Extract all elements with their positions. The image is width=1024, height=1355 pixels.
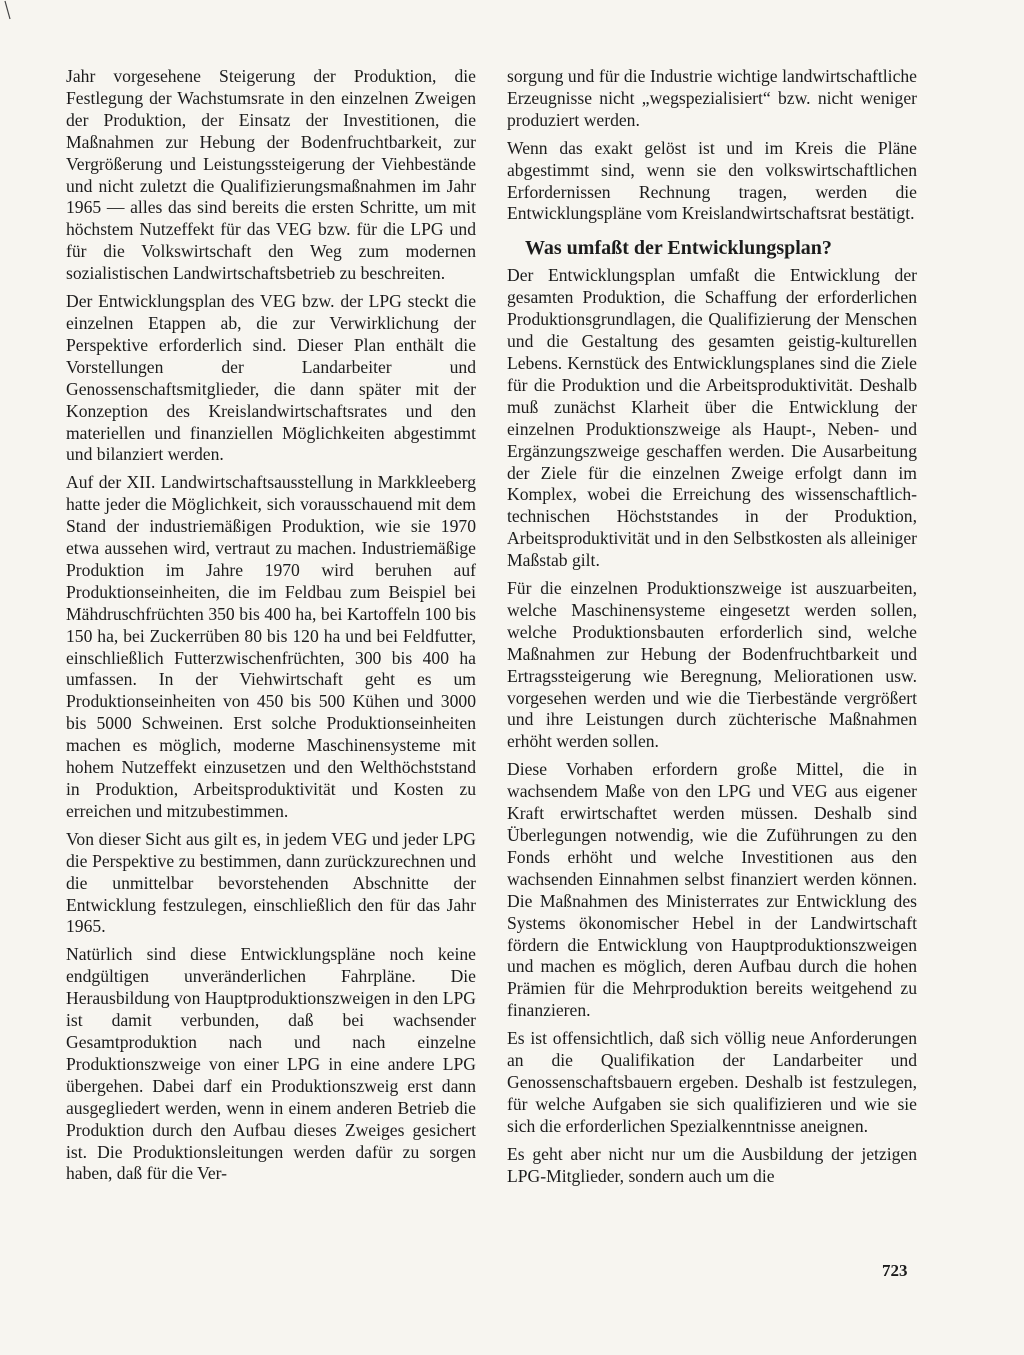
section-heading: Was umfaßt der Entwicklungsplan? <box>525 237 832 260</box>
paragraph: sorgung und für die Industrie wichtige landwirtschaftliche Erzeugnisse nicht „wegspezialisiert“ bzw. nicht weniger produziert werden. <box>507 66 917 130</box>
paragraph: Es ist offensichtlich, daß sich völlig neue Anforderungen an die Qualifikation der Landarbeiter und Genossenschaftsbauern ergeben. Deshalb ist festzulegen, für welche Aufgaben sie sich qualifizieren und wie sie sich die erforderlichen Spezialkenntnisse aneignen. <box>507 1028 917 1136</box>
paragraph: Für die einzelnen Produktionszweige ist auszuarbeiten, welche Maschinensysteme eingesetzt werden sollen, welche Produktionsbauten erforderlich sind, welche Maßnahmen zur Hebung der Bodenfruchtbarkeit und Ertragssteigerung wie Beregnung, Meliorationen usw. vorgesehen werden und wie die Tierbestände vergrößert und ihre Leistungen durch züchterische Maßnahmen erhöht werden sollen. <box>507 578 917 752</box>
paragraph: Es geht aber nicht nur um die Ausbildung der jetzigen LPG-Mitglieder, sondern auch um die <box>507 1143 917 1186</box>
paragraph: Natürlich sind diese Entwicklungspläne noch keine endgültigen unveränderlichen Fahrpläne. Die Herausbildung von Hauptproduktionszweigen in den LPG ist damit verbunden, daß bei wachsender Gesamtproduktion nach und nach einzelne Produktionszweige von einer LPG in eine andere LPG übergehen. Dabei darf ein Produktionszweig erst dann ausgegliedert werden, wenn in einem anderen Betrieb die Produktion durch den Aufbau dieses Zweiges gesichert ist. Die Produktionsleitungen werden dafür zu sorgen haben, daß für die Ver- <box>66 944 476 1184</box>
paragraph: Wenn das exakt gelöst ist und im Kreis die Pläne abgestimmt sind, wenn sie den volkswirtschaftlichen Erfordernissen Rechnung tragen, werden die Entwicklungspläne vom Kreislandwirtschaftsrat bestätigt. <box>507 137 917 224</box>
paragraph: Von dieser Sicht aus gilt es, in jedem VEG und jeder LPG die Perspektive zu bestimmen, dann zurückzurechnen und die unmittelbar bevorstehenden Abschnitte der Entwicklung festzulegen, einschließlich den für das Jahr 1965. <box>66 828 476 937</box>
paragraph: Der Entwicklungsplan umfaßt die Entwicklung der gesamten Produktion, die Schaffung der erforderlichen Produktionsgrundlagen, die Qualifizierung der Menschen und die Gestaltung des gesamten geistig-kulturellen Lebens. Kernstück des Entwicklungsplanes sind die Ziele für die Produktion und die Arbeitsproduktivität. Deshalb muß zunächst Klarheit über die Entwicklung der einzelnen Produktionszweige als Haupt-, Neben- und Ergänzungszweige geschaffen werden. Die Ausarbeitung der Ziele für die einzelnen Zweige erfolgt dann im Komplex, wobei die Erreichung des wissenschaftlich-technischen Höchststandes in der Produktion, Arbeitsproduktivität und in den Selbstkosten als alleiniger Maßstab gilt. <box>507 265 917 571</box>
left-column <box>66 66 476 1191</box>
paragraph: Jahr vorgesehene Steigerung der Produktion, die Festlegung der Wachstumsrate in den einzelnen Zweigen der Produktion, der Einsatz der Investitionen, die Maßnahmen zur Hebung der Bodenfruchtbarkeit, zur Vergrößerung und Leistungssteigerung der Viehbestände und nicht zuletzt die Qualifizierungsmaßnahmen im Jahr 1965 — alles das sind bereits die ersten Schritte, um mit höchstem Nutzeffekt für das VEG bzw. für die LPG und für die Volkswirtschaft den Weg zum modernen sozialistischen Landwirtschaftsbetrieb zu beschreiten. <box>66 66 476 284</box>
corner-scratch-mark <box>2 0 16 22</box>
paragraph: Diese Vorhaben erfordern große Mittel, die in wachsendem Maße von den LPG und VEG aus eigener Kraft erwirtschaftet werden müssen. Deshalb sind Überlegungen notwendig, wie die Zuführungen zu den Fonds erhöht und welche Investitionen aus den wachsenden Einnahmen selbst finanziert werden können. Die Maßnahmen des Ministerrates zur Entwicklung des Systems ökonomischer Hebel in der Landwirtschaft fördern die Entwicklung von Hauptproduktionszweigen und machen es möglich, deren Aufbau durch die hohen Prämien für die Mehrproduktion bereits weitgehend zu finanzieren. <box>507 759 917 1021</box>
page-number: 723 <box>882 1261 908 1280</box>
paragraph: Auf der XII. Landwirtschaftsausstellung in Markkleeberg hatte jeder die Möglichkeit, sich vorausschauend mit dem Stand der industriemäßigen Produktion, wie sie 1970 etwa aussehen wird, vertraut zu machen. Industriemäßige Produktion im Jahre 1970 wird beruhen auf Produktionseinheiten, die im Feldbau zum Beispiel bei Mähdruschfrüchten 350 bis 400 ha, bei Kartoffeln 100 bis 150 ha, bei Zuckerrüben 80 bis 120 ha und bei Feldfutter, einschließlich Futterzwischenfrüchten, 300 bis 400 ha umfassen. In der Viehwirtschaft geht es um Produktionseinheiten von 450 bis 500 Kühen und 3000 bis 5000 Schweinen. Erst solche Produktionseinheiten machen es möglich, moderne Maschinensysteme mit hohem Nutzeffekt einzusetzen und den Welthöchststand in Produktion, Arbeitsproduktivität und Kosten zu erreichen und mitzubestimmen. <box>66 472 476 821</box>
paragraph: Der Entwicklungsplan des VEG bzw. der LPG steckt die einzelnen Etappen ab, die zur Verwirklichung der Perspektive erforderlich sind. Dieser Plan enthält die Vorstellungen der Landarbeiter und Genossenschaftsmitglieder, die dann später mit der Konzeption des Kreislandwirtschaftsrates und den materiellen und finanziellen Möglichkeiten abgestimmt und bilanziert werden. <box>66 291 476 465</box>
right-column <box>507 66 917 1194</box>
